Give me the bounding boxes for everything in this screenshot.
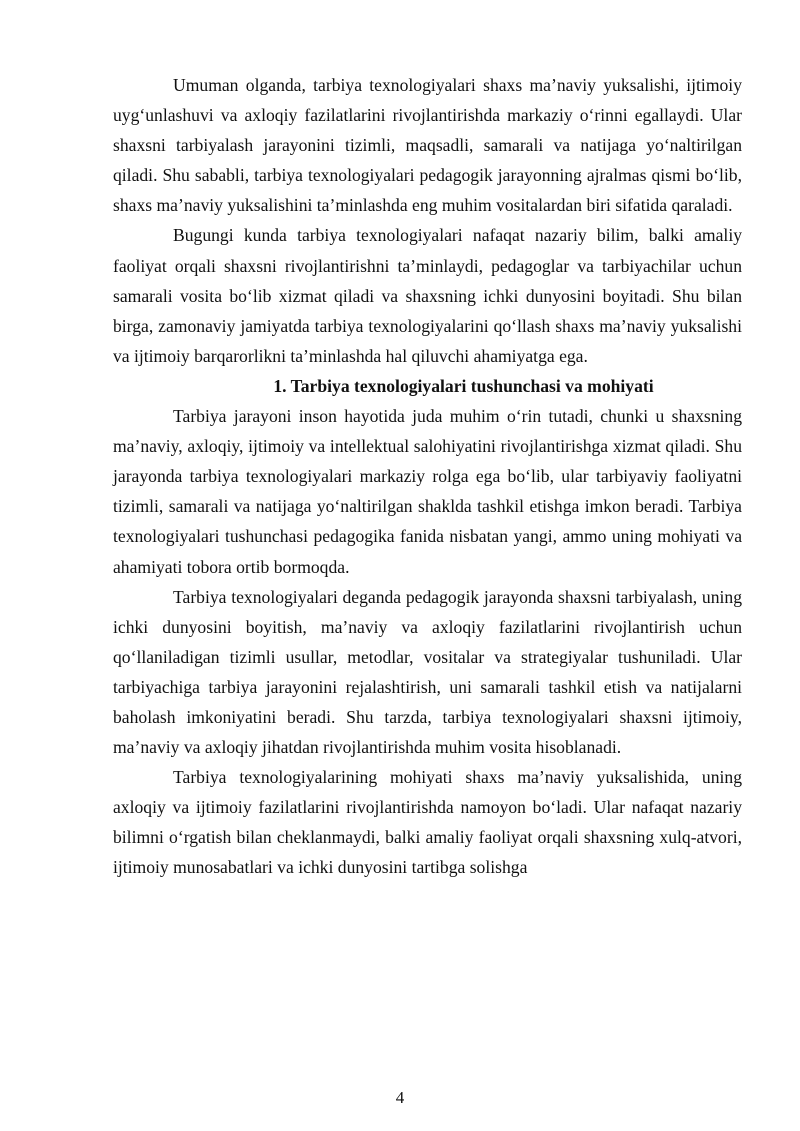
paragraph-2: Bugungi kunda tarbiya texnologiyalari nafaqat nazariy bilim, balki amaliy faoliyat orqali shaxsni rivojlantirishni ta’minlaydi, pedagoglar va tarbiyachilar uchun samarali vosita boʻlib xizmat qiladi va shaxsning ichki dunyosini boyitadi. Shu bilan birga, zamonaviy jamiyatda tarbiya texnologiyalarini qoʻllash shaxs ma’naviy yuksalishi va ijtimoiy barqarorlikni ta’minlashda hal qiluvchi ahamiyatga ega.	[113, 225, 742, 366]
paragraph-5: Tarbiya texnologiyalarining mohiyati shaxs ma’naviy yuksalishida, uning axloqiy va ijtimoiy fazilatlarini rivojlantirishda namoyon boʻladi. Ular nafaqat nazariy bilimni oʻrgatish bilan cheklanmaydi, balki amaliy faoliyat orqali shaxsning xulq-atvori, ijtimoiy munosabatlari va ichki dunyosini tartibga solishga	[113, 767, 742, 878]
paragraph-3: Tarbiya jarayoni inson hayotida juda muhim oʻrin tutadi, chunki u shaxsning ma’naviy, axloqiy, ijtimoiy va intellektual salohiyatini rivojlantirishga xizmat qiladi. Shu jarayonda tarbiya texnologiyalari markaziy rolga ega boʻlib, ular tarbiyaviy faoliyatni tizimli, samarali va natijaga yoʻnaltirilgan shaklda tashkil etishga imkon beradi. Tarbiya texnologiyalari tushunchasi pedagogika fanida nisbatan yangi, ammo uning mohiyati va ahamiyati tobora ortib bormoqda.	[113, 406, 742, 577]
document-page	[113, 70, 742, 883]
paragraph-4: Tarbiya texnologiyalari deganda pedagogik jarayonda shaxsni tarbiyalash, uning ichki dunyosini boyitish, ma’naviy va axloqiy fazilatlarini rivojlantirish uchun qoʻllaniladigan tizimli usullar, metodlar, vositalar va strategiyalar tushuniladi. Ular tarbiyachiga tarbiya jarayonini rejalashtirish, uni samarali tashkil etish va natijalarni baholash imkoniyatini beradi. Shu tarzda, tarbiya texnologiyalari shaxsni ijtimoiy, ma’naviy va axloqiy jihatdan rivojlantirishda muhim vosita hisoblanadi.	[113, 586, 742, 758]
page-number: 4	[395, 1088, 405, 1107]
section-heading: 1. Tarbiya texnologiyalari tushunchasi va mohiyati	[273, 375, 654, 396]
paragraph-1: Umuman olganda, tarbiya texnologiyalari shaxs ma’naviy yuksalishi, ijtimoiy uygʻunlashuvi va axloqiy fazilatlarini rivojlantirishda markaziy oʻrinni egallaydi. Ular shaxsni tarbiyalash jarayonini tizimli, maqsadli, samarali va natijaga yoʻnaltirilgan qiladi. Shu sababli, tarbiya texnologiyalari pedagogik jarayonning ajralmas qismi boʻlib, shaxs ma’naviy yuksalishini ta’minlashda eng muhim vositalardan biri sifatida qaraladi.	[113, 75, 742, 216]
